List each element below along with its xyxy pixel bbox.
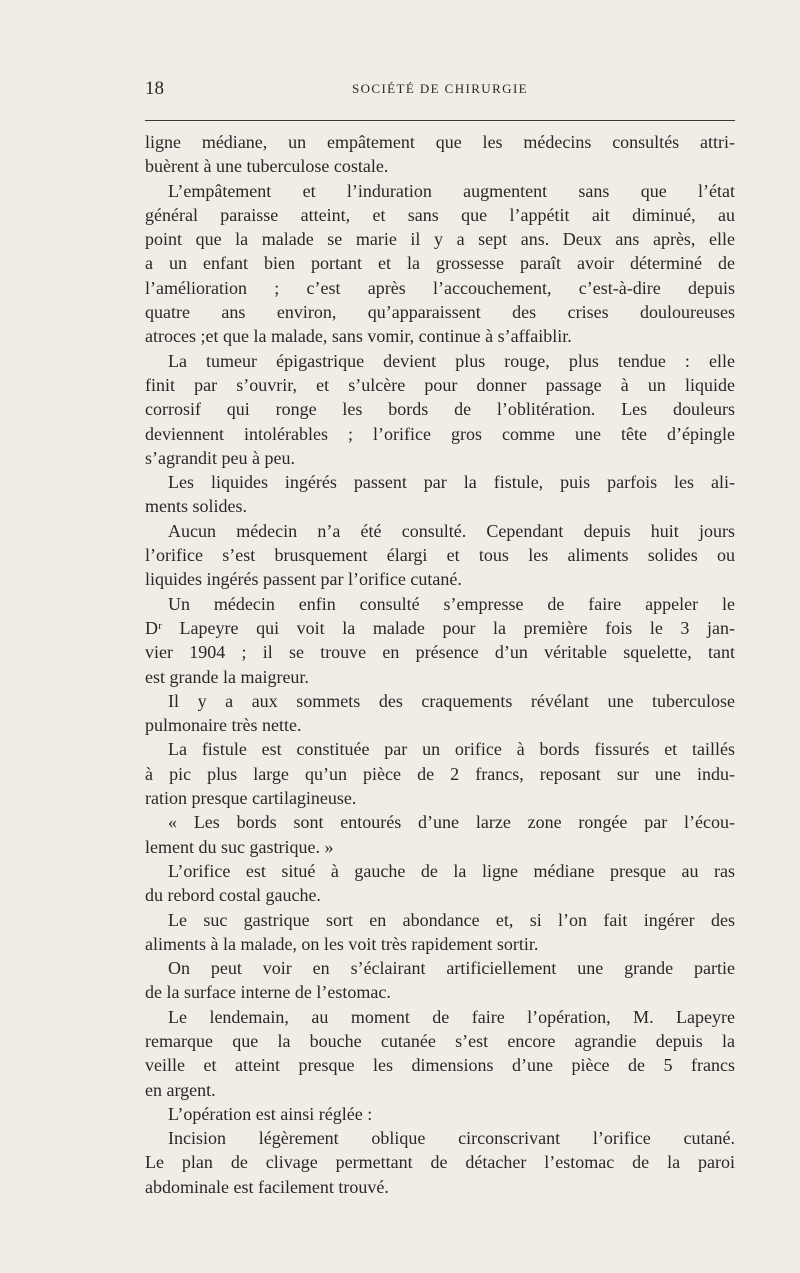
text-line: Le plan de clivage permettant de détacher l’estomac de la paroi <box>145 1152 735 1173</box>
text-line: Le suc gastrique sort en abondance et, si l’on fait ingérer des <box>168 909 735 930</box>
text-line: Dʳ Lapeyre qui voit la malade pour la première fois le 3 jan- <box>145 617 735 638</box>
text-line: s’agrandit peu à peu. <box>145 447 295 468</box>
text-line: aliments à la malade, on les voit très rapidement sortir. <box>145 933 539 954</box>
text-line: ments solides. <box>145 496 247 517</box>
text-line: de la surface interne de l’estomac. <box>145 982 391 1003</box>
text-line: ration presque cartilagineuse. <box>145 788 357 809</box>
text-line: vier 1904 ; il se trouve en présence d’un véritable squelette, tant <box>145 642 735 663</box>
header-rule <box>145 120 735 121</box>
text-line: L’orifice est situé à gauche de la ligne médiane presque au ras <box>168 860 735 881</box>
text-line: pulmonaire très nette. <box>145 715 302 736</box>
running-title: SOCIÉTÉ DE CHIRURGIE <box>351 81 529 96</box>
page-header <box>145 78 735 102</box>
text-line: « Les bords sont entourés d’une larze zone rongée par l’écou- <box>168 812 735 833</box>
text-line: finit par s’ouvrir, et s’ulcère pour donner passage à un liquide <box>145 374 735 395</box>
text-line: Le lendemain, au moment de faire l’opération, M. Lapeyre <box>168 1006 735 1027</box>
text-line: point que la malade se marie il y a sept ans. Deux ans après, elle <box>145 229 735 250</box>
text-line: abdominale est facilement trouvé. <box>145 1176 389 1197</box>
text-line: général paraisse atteint, et sans que l’appétit ait diminué, au <box>145 204 735 225</box>
text-line: L’empâtement et l’induration augmentent sans que l’état <box>168 180 735 201</box>
text-line: La fistule est constituée par un orifice à bords fissurés et taillés <box>168 739 735 760</box>
text-line: deviennent intolérables ; l’orifice gros comme une tête d’épingle <box>145 423 735 444</box>
text-line: est grande la maigreur. <box>145 666 309 687</box>
text-line: l’amélioration ; c’est après l’accouchement, c’est-à-dire depuis <box>145 277 735 298</box>
text-line: du rebord costal gauche. <box>145 885 321 906</box>
text-line: corrosif qui ronge les bords de l’oblitération. Les douleurs <box>145 399 735 420</box>
text-line: à pic plus large qu’un pièce de 2 francs, reposant sur une indu- <box>145 763 735 784</box>
text-line: buèrent à une tuberculose costale. <box>145 156 389 177</box>
body-text <box>145 130 735 1199</box>
text-line: veille et atteint presque les dimensions d’une pièce de 5 francs <box>145 1055 735 1076</box>
text-line: atroces ;et que la malade, sans vomir, continue à s’affaiblir. <box>145 326 572 347</box>
text-line: quatre ans environ, qu’apparaissent des crises douloureuses <box>145 302 735 323</box>
text-line: L’opération est ainsi réglée : <box>168 1103 373 1124</box>
text-line: On peut voir en s’éclairant artificiellement une grande partie <box>168 958 735 979</box>
text-line: La tumeur épigastrique devient plus rouge, plus tendue : elle <box>168 350 735 371</box>
text-line: l’orifice s’est brusquement élargi et tous les aliments solides ou <box>145 545 735 566</box>
text-line: a un enfant bien portant et la grossesse paraît avoir déterminé de <box>145 253 735 274</box>
text-line: Les liquides ingérés passent par la fistule, puis parfois les ali- <box>168 472 735 493</box>
text-line: Aucun médecin n’a été consulté. Cependant depuis huit jours <box>168 520 735 541</box>
text-line: ligne médiane, un empâtement que les médecins consultés attri- <box>145 132 735 152</box>
text-line: Il y a aux sommets des craquements révélant une tuberculose <box>168 690 735 711</box>
text-line: remarque que la bouche cutanée s’est encore agrandie depuis la <box>145 1030 735 1051</box>
page-number: 18 <box>145 78 164 99</box>
text-line: Incision légèrement oblique circonscrivant l’orifice cutané. <box>168 1128 735 1149</box>
text-line: liquides ingérés passent par l’orifice cutané. <box>145 569 462 590</box>
text-line: Un médecin enfin consulté s’empresse de faire appeler le <box>168 593 735 614</box>
text-line: lement du suc gastrique. » <box>145 836 334 857</box>
text-line: en argent. <box>145 1079 216 1100</box>
